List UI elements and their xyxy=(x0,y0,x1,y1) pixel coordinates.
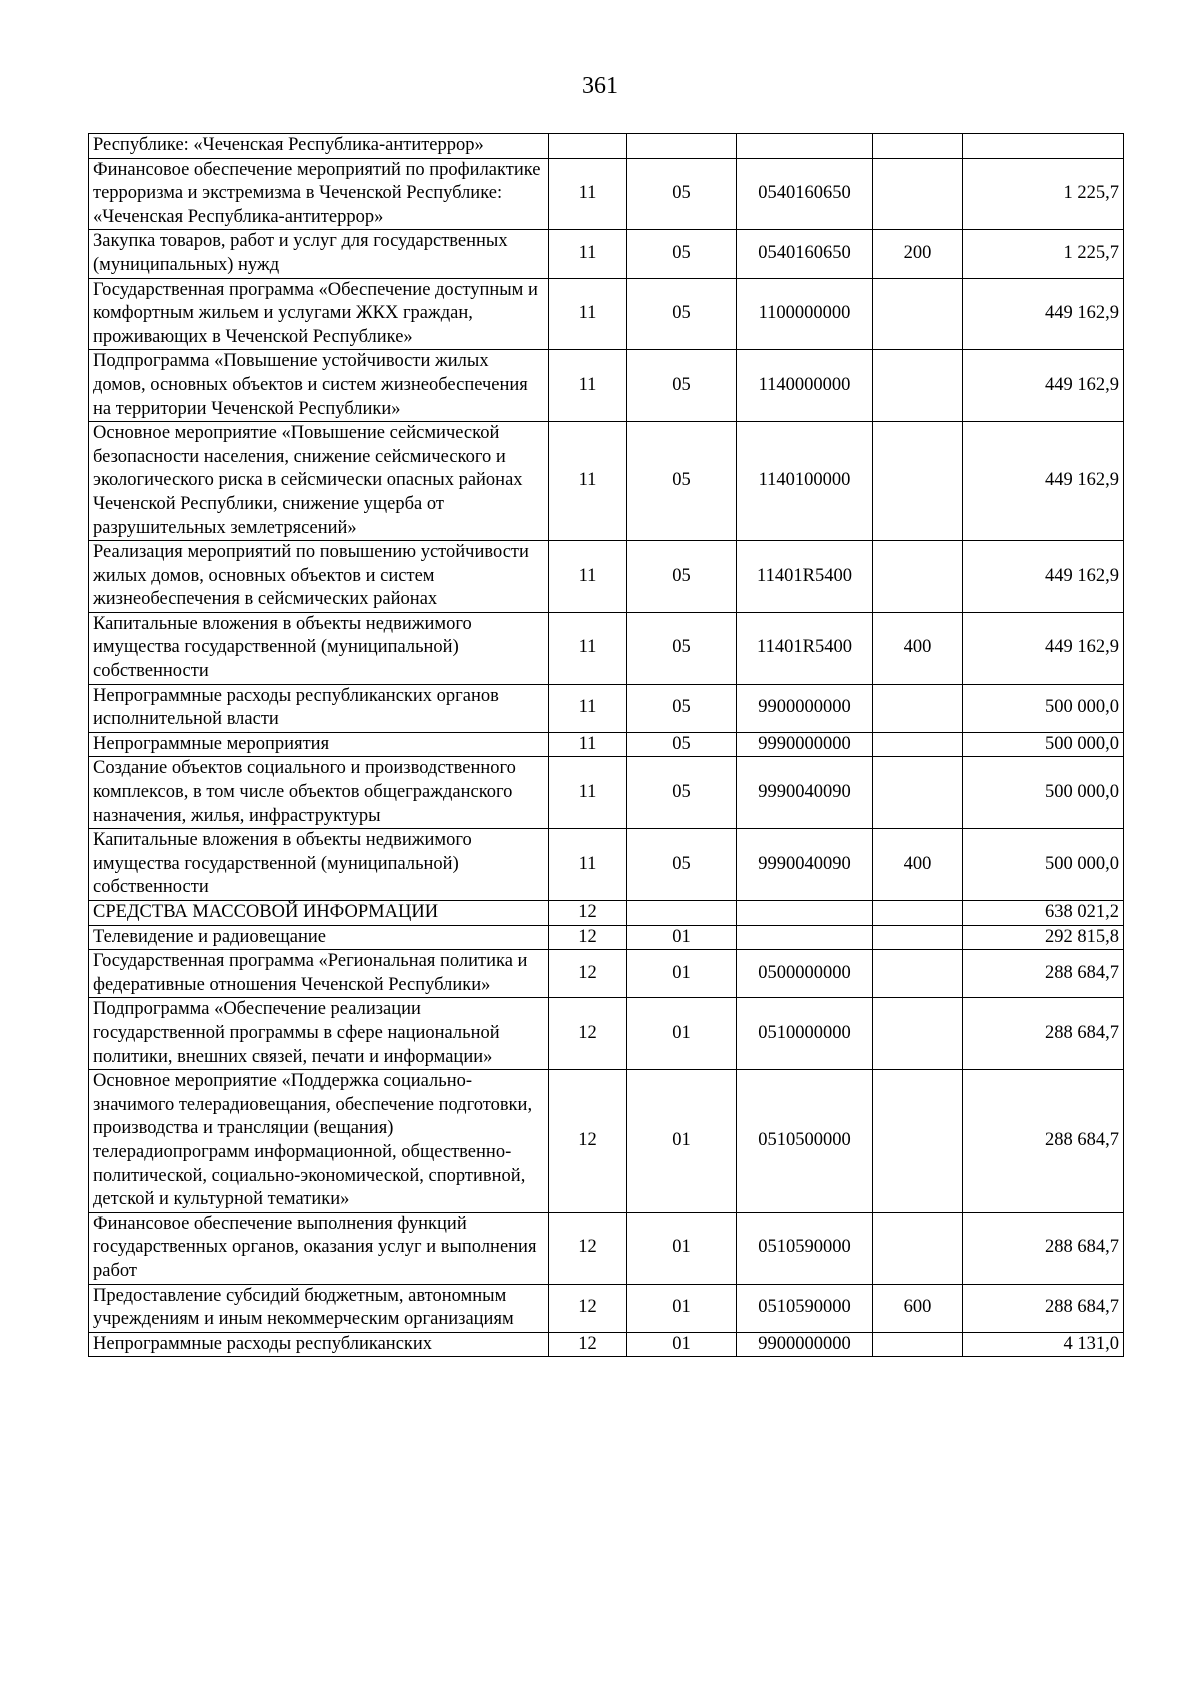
section-code-cell: 11 xyxy=(549,422,627,541)
item-name-cell: СРЕДСТВА МАССОВОЙ ИНФОРМАЦИИ xyxy=(89,901,549,926)
table-row xyxy=(89,278,1124,350)
table-row xyxy=(89,422,1124,541)
section-code-cell: 11 xyxy=(549,732,627,757)
section-code-cell: 12 xyxy=(549,950,627,998)
amount-cell: 288 684,7 xyxy=(963,1212,1124,1284)
target-article-code-cell: 0540160650 xyxy=(737,230,873,278)
amount-cell xyxy=(963,134,1124,159)
item-name-cell: Основное мероприятие «Поддержка социально-значимого телерадиовещания, обеспечение подготовки, производства и трансляции (вещания) телерадиопрограмм информационной, общественно-политической, социально-экономической, спортивной, детской и культурной тематики» xyxy=(89,1070,549,1213)
subsection-code-cell: 01 xyxy=(627,1070,737,1213)
expense-type-code-cell xyxy=(873,1212,963,1284)
amount-cell: 292 815,8 xyxy=(963,925,1124,950)
table-row xyxy=(89,350,1124,422)
section-code-cell: 12 xyxy=(549,1332,627,1357)
item-name-cell: Непрограммные мероприятия xyxy=(89,732,549,757)
expense-type-code-cell xyxy=(873,1070,963,1213)
subsection-code-cell: 05 xyxy=(627,541,737,613)
expense-type-code-cell xyxy=(873,1332,963,1357)
subsection-code-cell: 05 xyxy=(627,684,737,732)
target-article-code-cell: 0510590000 xyxy=(737,1212,873,1284)
target-article-code-cell: 11401R5400 xyxy=(737,612,873,684)
amount-cell: 449 162,9 xyxy=(963,541,1124,613)
table-row xyxy=(89,230,1124,278)
table-row xyxy=(89,1284,1124,1332)
table-row xyxy=(89,1332,1124,1357)
table-row xyxy=(89,829,1124,901)
target-article-code-cell: 9990040090 xyxy=(737,829,873,901)
target-article-code-cell: 11401R5400 xyxy=(737,541,873,613)
target-article-code-cell xyxy=(737,925,873,950)
subsection-code-cell: 01 xyxy=(627,925,737,950)
table-row xyxy=(89,925,1124,950)
expense-type-code-cell xyxy=(873,925,963,950)
expense-type-code-cell xyxy=(873,950,963,998)
expense-type-code-cell xyxy=(873,278,963,350)
expense-type-code-cell xyxy=(873,757,963,829)
budget-table-body xyxy=(89,134,1124,1357)
item-name-cell: Финансовое обеспечение мероприятий по профилактике терроризма и экстремизма в Чеченской Республике: «Чеченская Республика-антитеррор» xyxy=(89,158,549,230)
subsection-code-cell: 05 xyxy=(627,230,737,278)
section-code-cell: 12 xyxy=(549,1070,627,1213)
subsection-code-cell: 05 xyxy=(627,757,737,829)
target-article-code-cell: 9900000000 xyxy=(737,684,873,732)
subsection-code-cell: 05 xyxy=(627,422,737,541)
target-article-code-cell: 0500000000 xyxy=(737,950,873,998)
subsection-code-cell: 05 xyxy=(627,278,737,350)
table-row xyxy=(89,998,1124,1070)
section-code-cell: 11 xyxy=(549,541,627,613)
subsection-code-cell xyxy=(627,901,737,926)
expense-type-code-cell xyxy=(873,684,963,732)
amount-cell: 288 684,7 xyxy=(963,998,1124,1070)
section-code-cell: 12 xyxy=(549,998,627,1070)
target-article-code-cell: 0510000000 xyxy=(737,998,873,1070)
expense-type-code-cell: 600 xyxy=(873,1284,963,1332)
amount-cell: 638 021,2 xyxy=(963,901,1124,926)
section-code-cell: 11 xyxy=(549,278,627,350)
item-name-cell: Основное мероприятие «Повышение сейсмической безопасности населения, снижение сейсмического и экологического риска в сейсмически опасных районах Чеченской Республики, снижение ущерба от разрушительных землетрясений» xyxy=(89,422,549,541)
section-code-cell xyxy=(549,134,627,159)
section-code-cell: 12 xyxy=(549,1284,627,1332)
item-name-cell: Республике: «Чеченская Республика-антитеррор» xyxy=(89,134,549,159)
amount-cell: 500 000,0 xyxy=(963,684,1124,732)
table-row xyxy=(89,541,1124,613)
subsection-code-cell: 05 xyxy=(627,829,737,901)
expense-type-code-cell: 400 xyxy=(873,612,963,684)
section-code-cell: 11 xyxy=(549,350,627,422)
subsection-code-cell: 01 xyxy=(627,998,737,1070)
section-code-cell: 11 xyxy=(549,612,627,684)
section-code-cell: 11 xyxy=(549,684,627,732)
target-article-code-cell: 9900000000 xyxy=(737,1332,873,1357)
expense-type-code-cell xyxy=(873,422,963,541)
amount-cell: 500 000,0 xyxy=(963,732,1124,757)
subsection-code-cell: 05 xyxy=(627,158,737,230)
amount-cell: 288 684,7 xyxy=(963,1284,1124,1332)
amount-cell: 4 131,0 xyxy=(963,1332,1124,1357)
expense-type-code-cell xyxy=(873,158,963,230)
subsection-code-cell: 05 xyxy=(627,732,737,757)
table-row xyxy=(89,757,1124,829)
table-row xyxy=(89,684,1124,732)
item-name-cell: Подпрограмма «Повышение устойчивости жилых домов, основных объектов и систем жизнеобеспечения на территории Чеченской Республики» xyxy=(89,350,549,422)
table-row xyxy=(89,732,1124,757)
subsection-code-cell: 01 xyxy=(627,950,737,998)
amount-cell: 449 162,9 xyxy=(963,422,1124,541)
subsection-code-cell: 05 xyxy=(627,350,737,422)
page-number: 361 xyxy=(582,73,618,99)
item-name-cell: Непрограммные расходы республиканских органов исполнительной власти xyxy=(89,684,549,732)
item-name-cell: Закупка товаров, работ и услуг для государственных (муниципальных) нужд xyxy=(89,230,549,278)
subsection-code-cell: 01 xyxy=(627,1284,737,1332)
item-name-cell: Подпрограмма «Обеспечение реализации государственной программы в сфере национальной политики, внешних связей, печати и информации» xyxy=(89,998,549,1070)
section-code-cell: 11 xyxy=(549,158,627,230)
item-name-cell: Реализация мероприятий по повышению устойчивости жилых домов, основных объектов и систем жизнеобеспечения в сейсмических районах xyxy=(89,541,549,613)
expense-type-code-cell: 400 xyxy=(873,829,963,901)
amount-cell: 288 684,7 xyxy=(963,950,1124,998)
item-name-cell: Капитальные вложения в объекты недвижимого имущества государственной (муниципальной) собственности xyxy=(89,829,549,901)
target-article-code-cell: 0540160650 xyxy=(737,158,873,230)
section-code-cell: 11 xyxy=(549,829,627,901)
amount-cell: 449 162,9 xyxy=(963,612,1124,684)
target-article-code-cell: 1100000000 xyxy=(737,278,873,350)
amount-cell: 449 162,9 xyxy=(963,350,1124,422)
table-row xyxy=(89,612,1124,684)
section-code-cell: 11 xyxy=(549,230,627,278)
section-code-cell: 12 xyxy=(549,925,627,950)
item-name-cell: Государственная программа «Обеспечение доступным и комфортным жильем и услугами ЖКХ граждан, проживающих в Чеченской Республике» xyxy=(89,278,549,350)
item-name-cell: Государственная программа «Региональная политика и федеративные отношения Чеченской Республики» xyxy=(89,950,549,998)
target-article-code-cell: 1140100000 xyxy=(737,422,873,541)
expense-type-code-cell xyxy=(873,134,963,159)
target-article-code-cell xyxy=(737,901,873,926)
subsection-code-cell xyxy=(627,134,737,159)
expense-type-code-cell xyxy=(873,732,963,757)
table-row xyxy=(89,1070,1124,1213)
expense-type-code-cell xyxy=(873,541,963,613)
table-row xyxy=(89,158,1124,230)
item-name-cell: Телевидение и радиовещание xyxy=(89,925,549,950)
item-name-cell: Создание объектов социального и производственного комплексов, в том числе объектов общегражданского назначения, жилья, инфраструктуры xyxy=(89,757,549,829)
section-code-cell: 11 xyxy=(549,757,627,829)
target-article-code-cell: 0510500000 xyxy=(737,1070,873,1213)
table-row xyxy=(89,1212,1124,1284)
amount-cell: 288 684,7 xyxy=(963,1070,1124,1213)
subsection-code-cell: 01 xyxy=(627,1332,737,1357)
item-name-cell: Непрограммные расходы республиканских xyxy=(89,1332,549,1357)
expense-type-code-cell: 200 xyxy=(873,230,963,278)
target-article-code-cell: 1140000000 xyxy=(737,350,873,422)
item-name-cell: Предоставление субсидий бюджетным, автономным учреждениям и иным некоммерческим организациям xyxy=(89,1284,549,1332)
amount-cell: 500 000,0 xyxy=(963,829,1124,901)
amount-cell: 500 000,0 xyxy=(963,757,1124,829)
section-code-cell: 12 xyxy=(549,1212,627,1284)
expense-type-code-cell xyxy=(873,998,963,1070)
item-name-cell: Капитальные вложения в объекты недвижимого имущества государственной (муниципальной) собственности xyxy=(89,612,549,684)
subsection-code-cell: 05 xyxy=(627,612,737,684)
amount-cell: 1 225,7 xyxy=(963,230,1124,278)
expense-type-code-cell xyxy=(873,901,963,926)
section-code-cell: 12 xyxy=(549,901,627,926)
item-name-cell: Финансовое обеспечение выполнения функций государственных органов, оказания услуг и выполнения работ xyxy=(89,1212,549,1284)
target-article-code-cell xyxy=(737,134,873,159)
amount-cell: 1 225,7 xyxy=(963,158,1124,230)
table-row xyxy=(89,950,1124,998)
target-article-code-cell: 9990040090 xyxy=(737,757,873,829)
subsection-code-cell: 01 xyxy=(627,1212,737,1284)
target-article-code-cell: 0510590000 xyxy=(737,1284,873,1332)
table-row xyxy=(89,134,1124,159)
table-row xyxy=(89,901,1124,926)
expense-type-code-cell xyxy=(873,350,963,422)
amount-cell: 449 162,9 xyxy=(963,278,1124,350)
budget-table xyxy=(88,133,1124,1357)
target-article-code-cell: 9990000000 xyxy=(737,732,873,757)
